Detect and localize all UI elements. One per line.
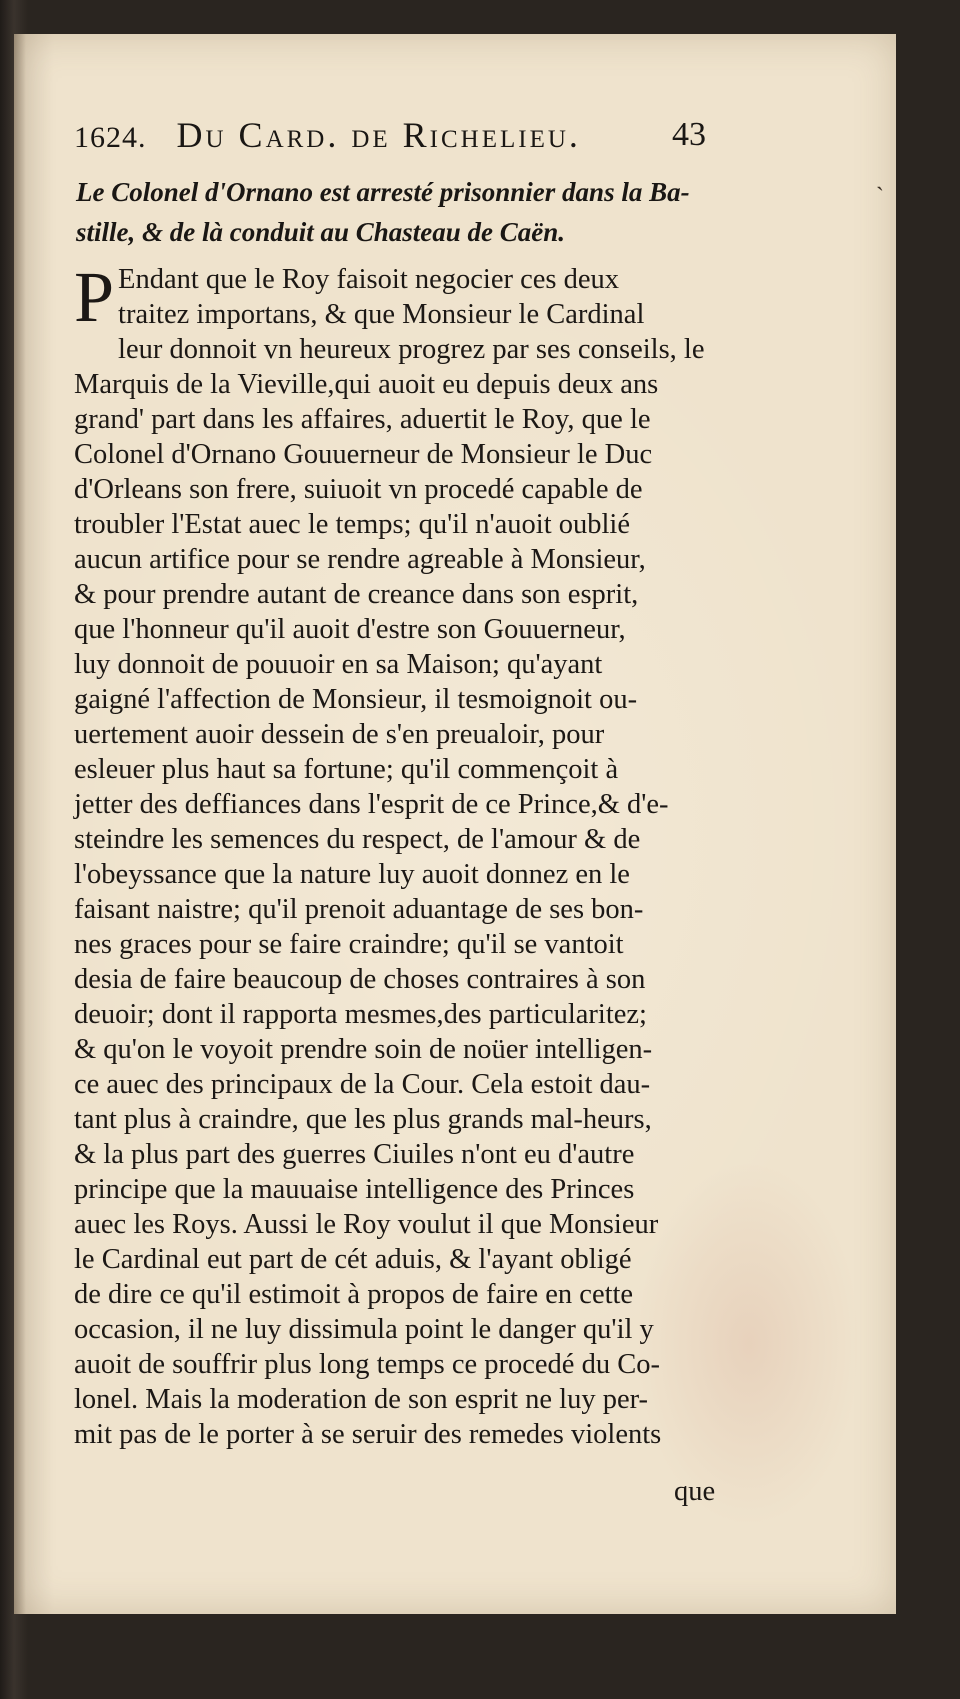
text-line: uertement auoir dessein de s'en preualoir, pour bbox=[74, 719, 605, 750]
text-line: principe que la mauuaise intelligence des Princes bbox=[74, 1174, 635, 1205]
margin-mark: ` bbox=[876, 184, 884, 210]
book-page bbox=[14, 34, 896, 1614]
text-line: mit pas de le porter à se seruir des remedes violents bbox=[74, 1419, 662, 1450]
text-line: steindre les semences du respect, de l'amour & de bbox=[74, 824, 641, 855]
text-line: esleuer plus haut sa fortune; qu'il commençoit à bbox=[74, 754, 619, 785]
text-line: desia de faire beaucoup de choses contraires à son bbox=[74, 964, 646, 995]
catchword: que bbox=[674, 1476, 716, 1507]
text-line: traitez importans, & que Monsieur le Cardinal bbox=[118, 299, 645, 330]
text-line: Marquis de la Vieville,qui auoit eu depuis deux ans bbox=[74, 369, 659, 400]
text-line: troubler l'Estat auec le temps; qu'il n'auoit oublié bbox=[74, 509, 630, 540]
text-line: aucun artifice pour se rendre agreable à Monsieur, bbox=[74, 544, 646, 575]
text-line: grand' part dans les affaires, aduertit le Roy, que le bbox=[74, 404, 651, 435]
text-line: l'obeyssance que la nature luy auoit donnez en le bbox=[74, 859, 630, 890]
text-line: de dire ce qu'il estimoit à propos de faire en cette bbox=[74, 1279, 634, 1310]
running-head-year: 1624. bbox=[74, 121, 147, 154]
text-line: leur donnoit vn heureux progrez par ses conseils, le bbox=[118, 334, 705, 365]
page-gutter-shadow bbox=[14, 34, 26, 1614]
text-line: d'Orleans son frere, suiuoit vn procedé capable de bbox=[74, 474, 643, 505]
chapter-heading-line: stille, & de là conduit au Chasteau de Caën. bbox=[76, 217, 566, 247]
text-line: luy donnoit de pouuoir en sa Maison; qu'ayant bbox=[74, 649, 603, 680]
text-line: occasion, il ne luy dissimula point le danger qu'il y bbox=[74, 1314, 654, 1345]
text-line: gaigné l'affection de Monsieur, il tesmoignoit ou- bbox=[74, 684, 638, 715]
text-line: que l'honneur qu'il auoit d'estre son Gouuerneur, bbox=[74, 614, 626, 645]
drop-cap: P bbox=[74, 257, 115, 337]
chapter-heading-line: Le Colonel d'Ornano est arresté prisonnier dans la Ba- bbox=[76, 177, 690, 207]
text-line: nes graces pour se faire craindre; qu'il se vantoit bbox=[74, 929, 624, 960]
text-line: Endant que le Roy faisoit negocier ces deux bbox=[118, 264, 620, 295]
text-line: faisant naistre; qu'il prenoit aduantage de ses bon- bbox=[74, 894, 644, 925]
text-line: & la plus part des guerres Ciuiles n'ont eu d'autre bbox=[74, 1139, 635, 1170]
text-line: le Cardinal eut part de cét aduis, & l'ayant obligé bbox=[74, 1244, 632, 1275]
page-number: 43 bbox=[672, 116, 706, 153]
text-line: tant plus à craindre, que les plus grands mal-heurs, bbox=[74, 1104, 652, 1135]
running-head-title: Du Card. de Richelieu. bbox=[176, 115, 581, 155]
text-line: jetter des deffiances dans l'esprit de ce Prince,& d'e- bbox=[74, 789, 669, 820]
text-line: & qu'on le voyoit prendre soin de noüer intelligen- bbox=[74, 1034, 653, 1065]
text-line: ce auec des principaux de la Cour. Cela estoit dau- bbox=[74, 1069, 651, 1100]
text-line: lonel. Mais la moderation de son esprit ne luy per- bbox=[74, 1384, 649, 1415]
text-line: deuoir; dont il rapporta mesmes,des particularitez; bbox=[74, 999, 647, 1030]
chapter-heading bbox=[76, 172, 736, 252]
text-line: auec les Roys. Aussi le Roy voulut il que Monsieur bbox=[74, 1209, 659, 1240]
text-line: auoit de souffrir plus long temps ce procedé du Co- bbox=[74, 1349, 660, 1380]
body-text bbox=[74, 257, 734, 1452]
text-line: Colonel d'Ornano Gouuerneur de Monsieur le Duc bbox=[74, 439, 653, 470]
text-line: & pour prendre autant de creance dans son esprit, bbox=[74, 579, 639, 610]
